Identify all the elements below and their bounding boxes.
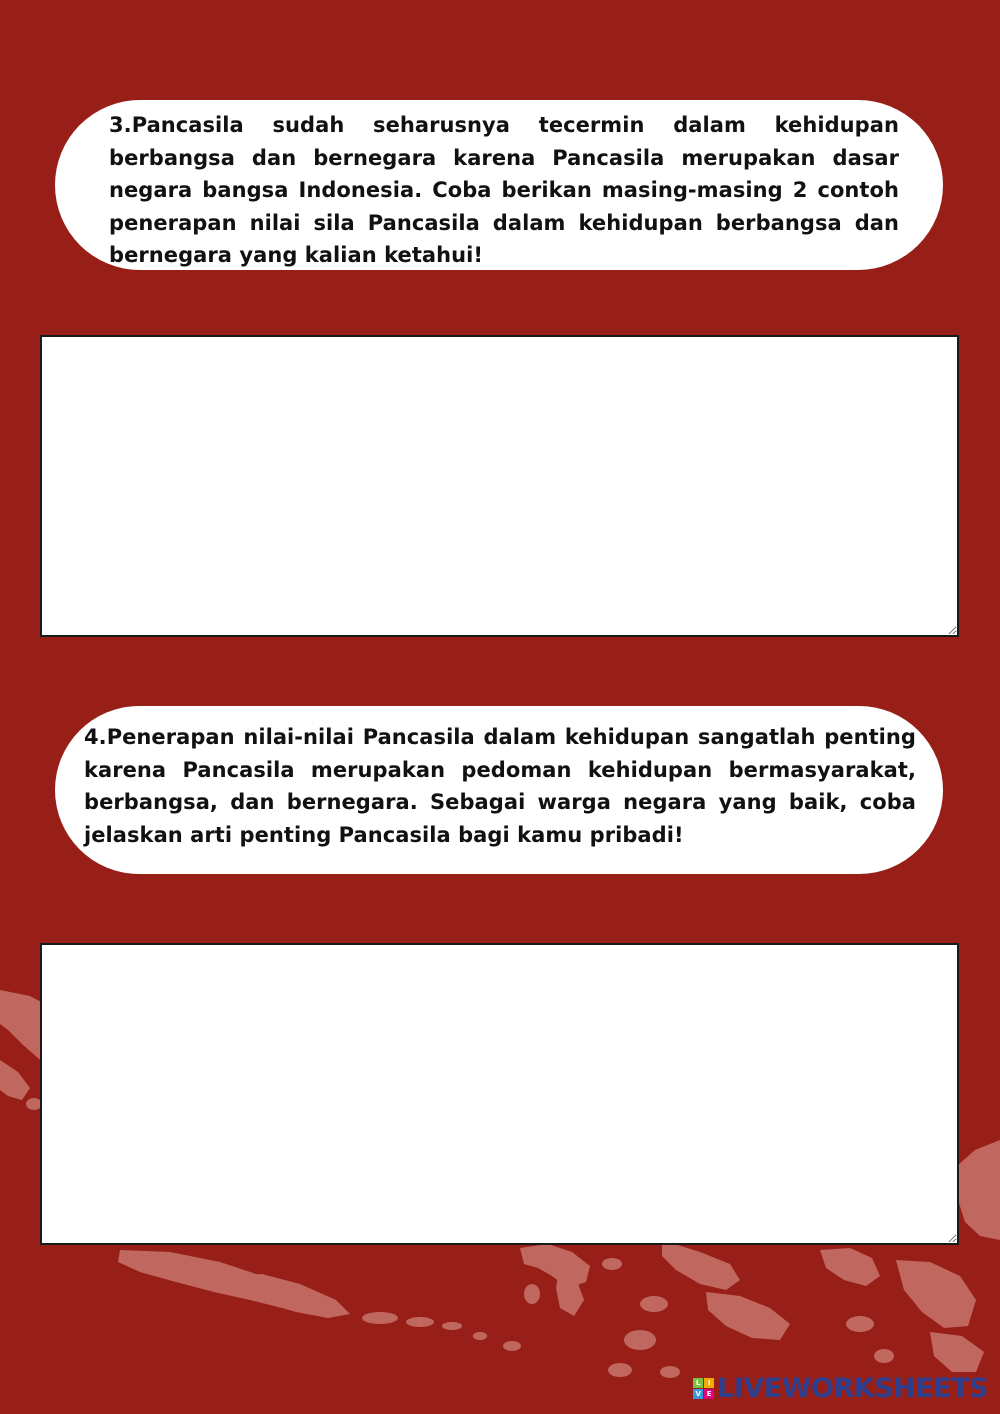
question-4-card	[55, 706, 943, 874]
logo-tile-l: L	[693, 1378, 703, 1388]
question-3-text: 3.Pancasila sudah seharusnya tecermin dalam kehidupan berbangsa dan bernegara karena Pancasila merupakan dasar negara bangsa Indonesia. Coba berikan masing-masing 2 contoh penerapan nilai sila Pancasila dalam kehidupan berbangsa dan bernegara yang kalian ketahui!	[109, 113, 899, 267]
logo-tile-i: I	[704, 1378, 714, 1388]
logo-tile-e: E	[704, 1389, 714, 1399]
logo-tile-v: V	[693, 1389, 703, 1399]
liveworksheets-logo-icon	[693, 1373, 988, 1404]
question-4-text: 4.Penerapan nilai-nilai Pancasila dalam kehidupan sangatlah penting karena Pancasila merupakan pedoman kehidupan bermasyarakat, berbangsa, dan bernegara. Sebagai warga negara yang baik, coba jelaskan arti penting Pancasila bagi kamu pribadi!	[84, 725, 916, 847]
logo-tiles	[693, 1378, 714, 1399]
question-3-card	[55, 100, 943, 270]
answer-4-input[interactable]	[40, 943, 959, 1245]
logo-text: LIVEWORKSHEETS	[717, 1373, 988, 1404]
answer-3-input[interactable]	[40, 335, 959, 637]
